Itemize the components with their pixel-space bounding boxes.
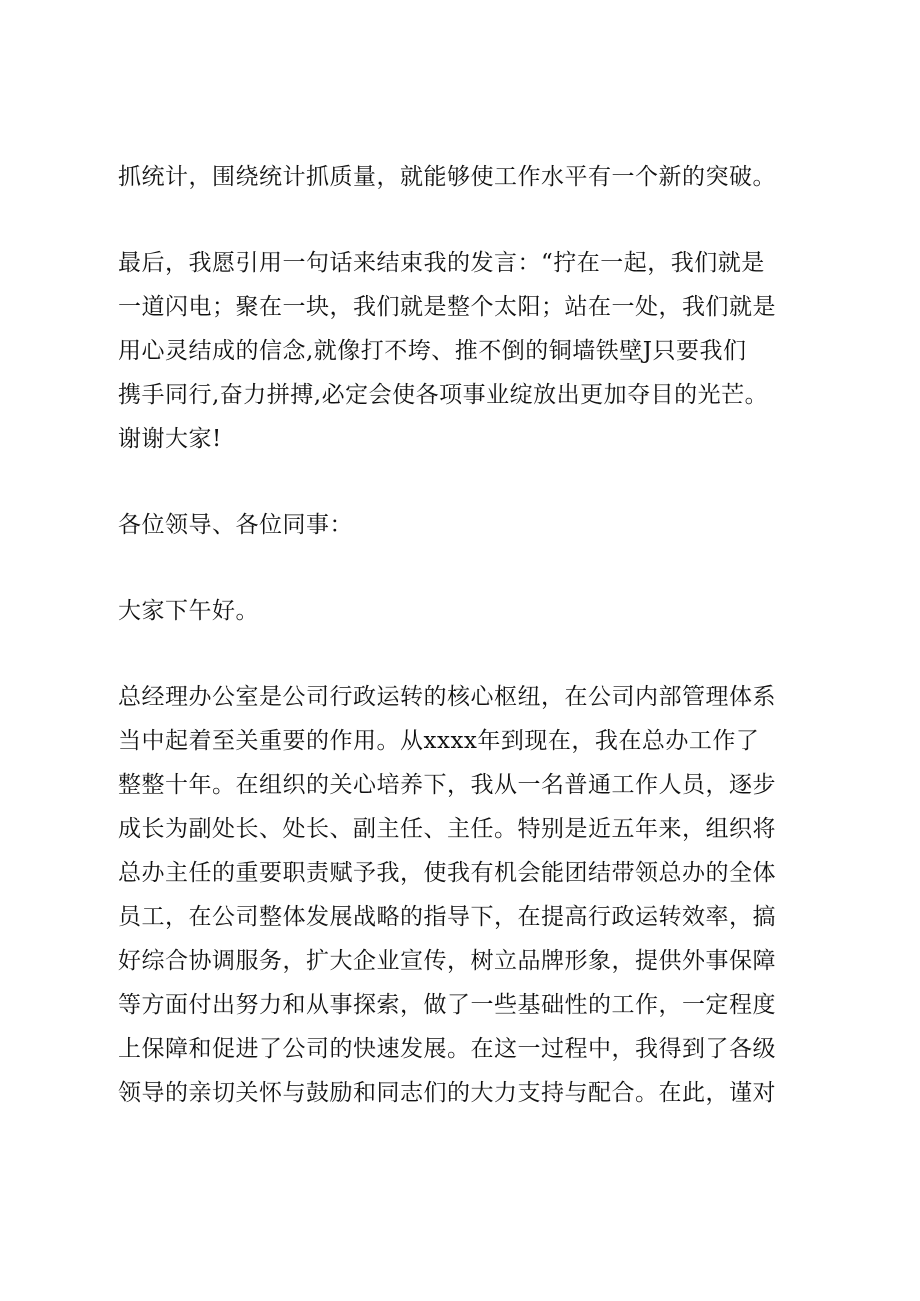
text-line: 成长为副处长、处长、副主任、主任。特别是近五年来，组织将 (118, 816, 776, 842)
text-line: 总办主任的重要职责赋予我，使我有机会能团结带领总办的全体 (118, 860, 776, 886)
text-line: 总经理办公室是公司行政运转的核心枢纽，在公司内部管理体系 (118, 684, 776, 710)
paragraph-greeting (118, 589, 818, 633)
text-line: 用心灵结成的信念,就像打不垮、推不倒的铜墙铁壁J只要我们 (118, 338, 747, 364)
paragraph-statistics (118, 155, 818, 199)
text-line: 一道闪电；聚在一块，我们就是整个太阳；站在一处，我们就是 (118, 294, 776, 320)
text-line: 当中起着至关重要的作用。从xxxx年到现在，我在总办工作了 (118, 728, 760, 754)
text-line: 最后，我愿引用一句话来结束我的发言：“拧在一起，我们就是 (118, 250, 765, 276)
text-line: 大家下午好。 (118, 598, 259, 624)
paragraph-gap (118, 633, 818, 675)
paragraph-gap (118, 461, 818, 503)
text-line: 谢谢大家! (118, 426, 222, 452)
text-line: 好综合协调服务，扩大企业宣传，树立品牌形象，提供外事保障 (118, 948, 776, 974)
text-line: 抓统计，围绕统计抓质量，就能够使工作水平有一个新的突破。 (118, 164, 776, 190)
paragraph-closing-quote (118, 241, 818, 461)
text-line: 领导的亲切关怀与鼓励和同志们的大力支持与配合。在此，谨对 (118, 1080, 776, 1106)
text-line: 携手同行,奋力拼搏,必定会使各项事业绽放出更加夺目的光芒。 (118, 382, 769, 408)
text-line: 整整十年。在组织的关心培养下，我从一名普通工作人员，逐步 (118, 772, 776, 798)
document-body (118, 155, 818, 1115)
paragraph-gap (118, 199, 818, 241)
text-line: 员工，在公司整体发展战略的指导下，在提高行政运转效率，搞 (118, 904, 776, 930)
paragraph-salutation (118, 503, 818, 547)
text-line: 上保障和促进了公司的快速发展。在这一过程中，我得到了各级 (118, 1036, 776, 1062)
text-line: 等方面付出努力和从事探索，做了一些基础性的工作，一定程度 (118, 992, 776, 1018)
text-line: 各位领导、各位同事： (118, 512, 353, 538)
paragraph-gap (118, 547, 818, 589)
paragraph-office-intro (118, 675, 818, 1115)
